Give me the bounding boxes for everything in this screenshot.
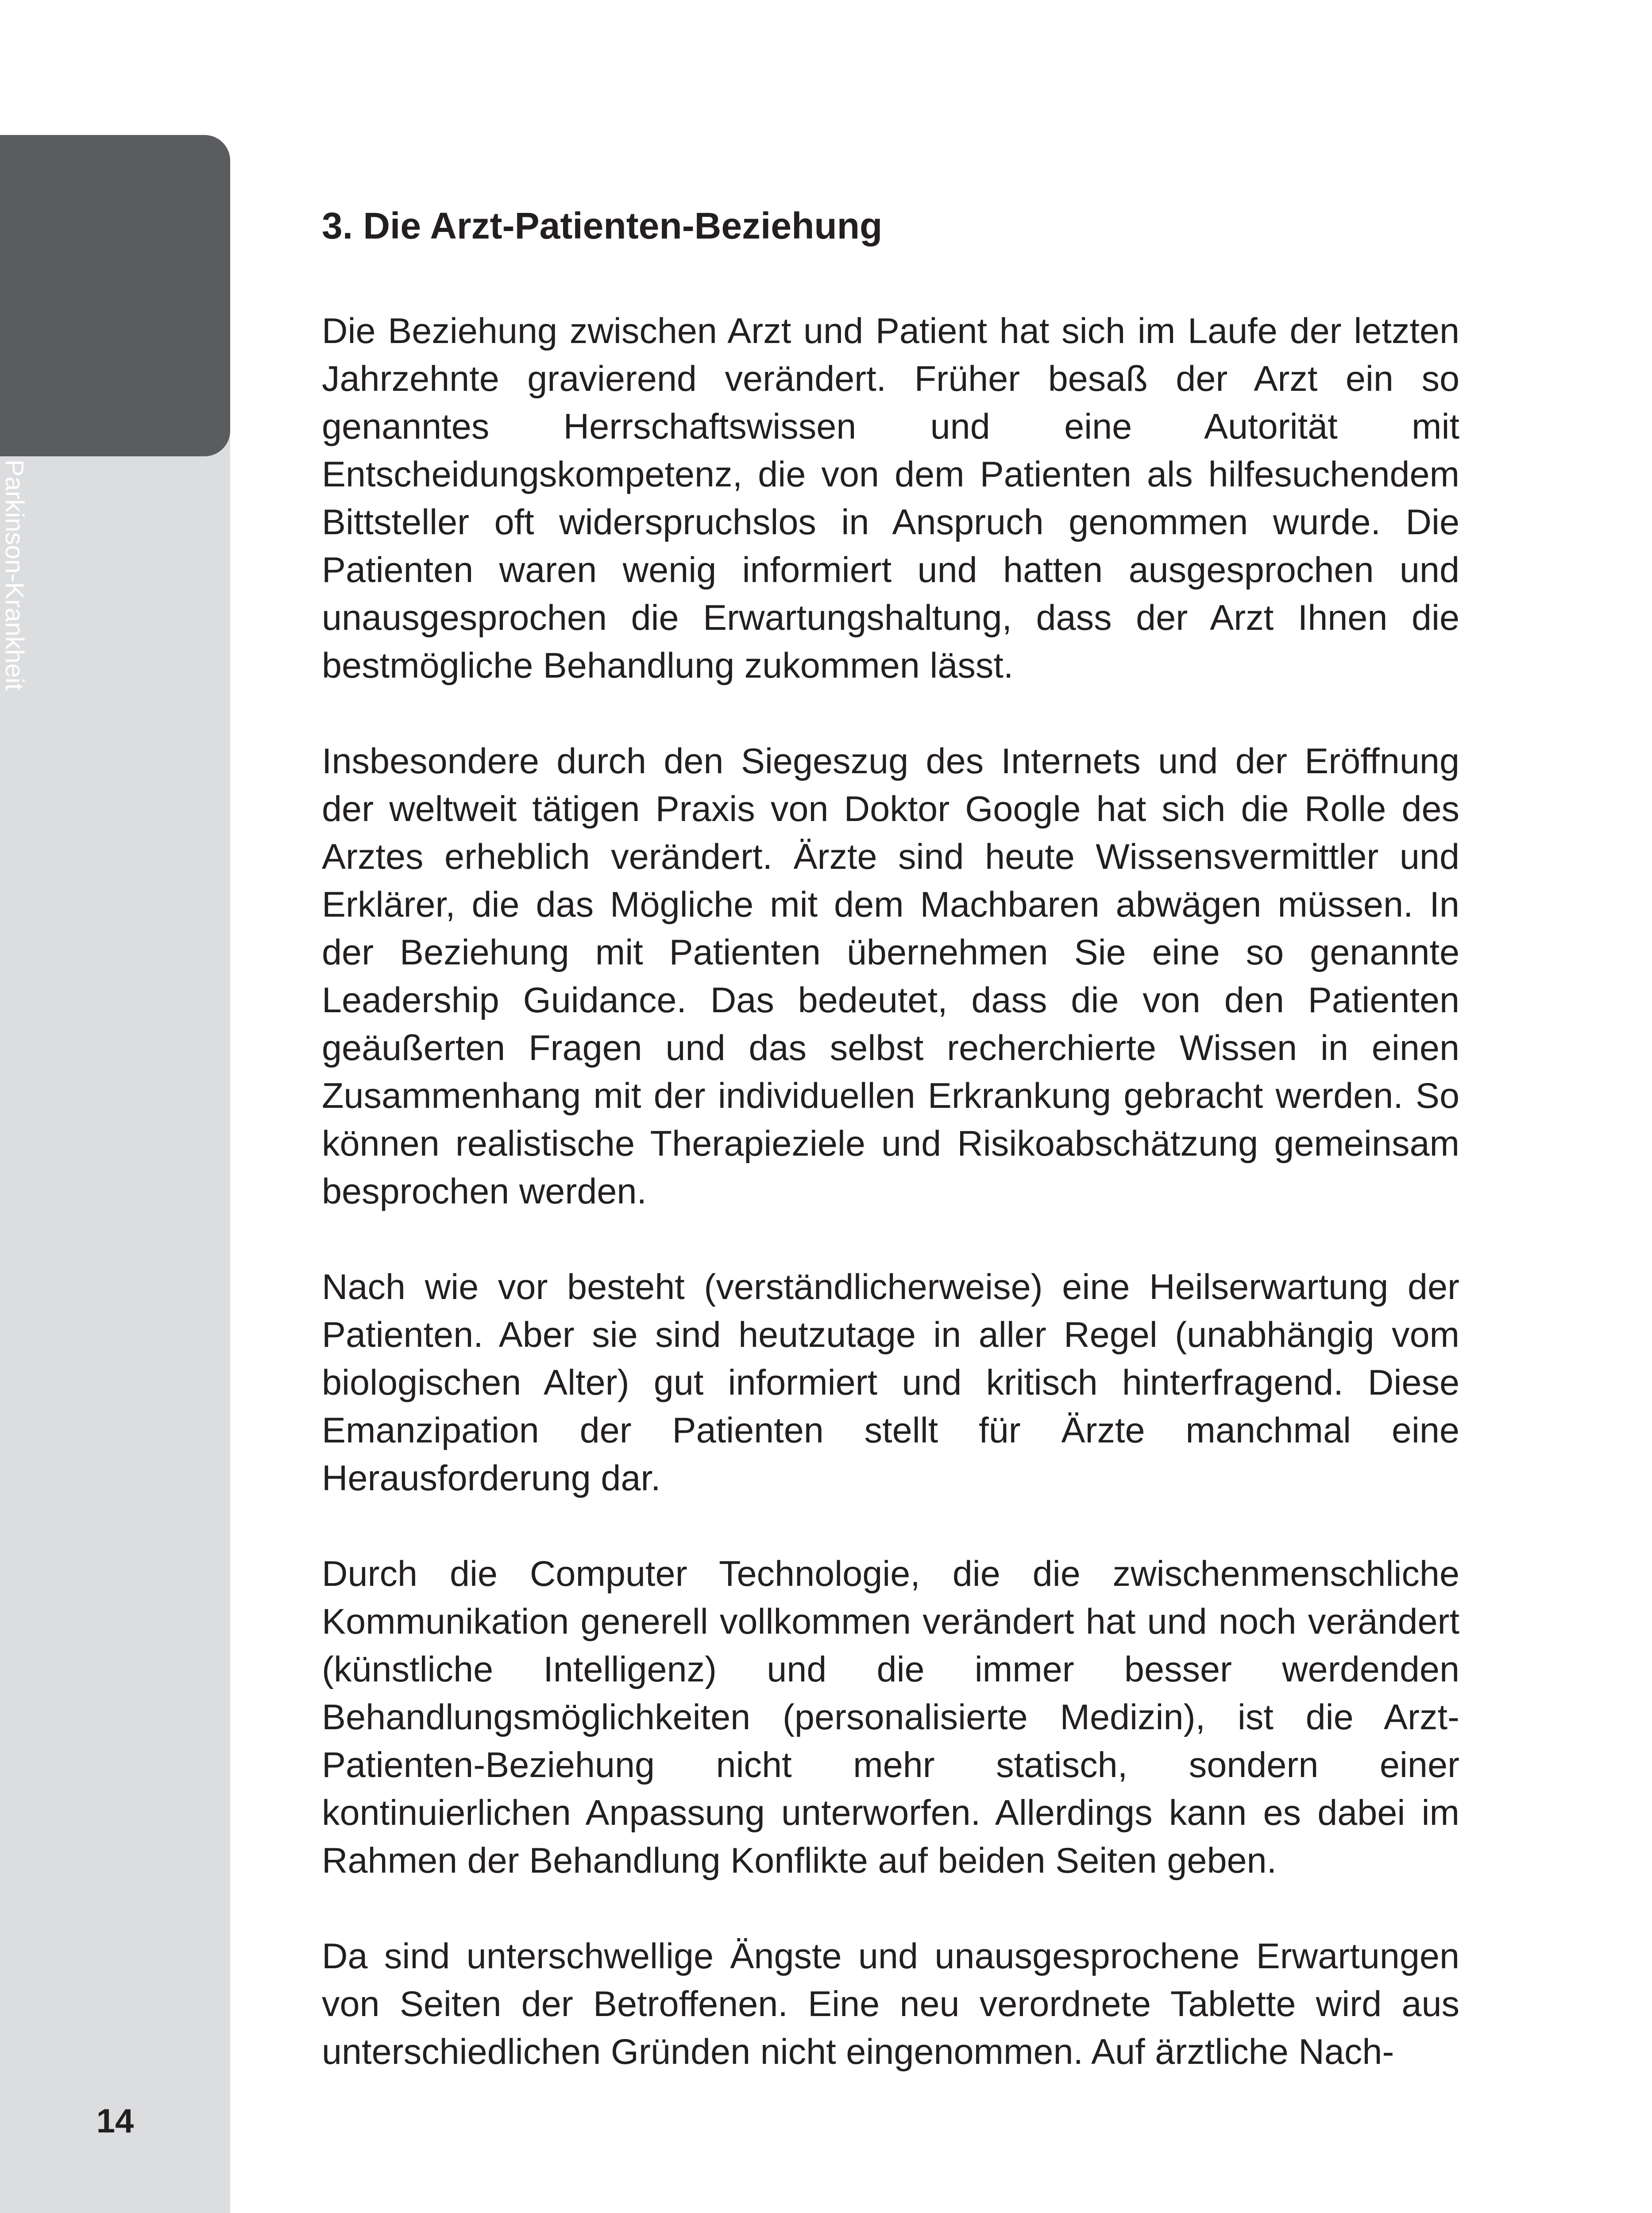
main-content	[322, 199, 1459, 2076]
paragraph: Insbesondere durch den Siegeszug des Internets und der Eröffnung der weltweit tätigen Praxis von Doktor Google hat sich die Rolle des Arztes erheblich verändert. Ärzte sind heute Wissensvermittler und Erklärer, die das Mögliche mit dem Machbaren abwägen müssen. In der Beziehung mit Patienten übernehmen Sie eine so genannte Leadership Guidance. Das bedeutet, dass die von den Patienten geäußerten Fragen und das selbst recherchierte Wissen in einen Zusammenhang mit der individuellen Erkrankung gebracht werden. So können realistische Therapieziele und Risikoabschätzung gemeinsam besprochen werden.	[322, 741, 1459, 1211]
paragraph: Durch die Computer Technologie, die die zwischenmenschliche Kommunikation generell vollkommen verändert hat und noch verändert (künstliche Intelligenz) und die immer besser werdenden Behandlungsmöglichkeiten (personalisierte Medizin), ist die Arzt-Patienten-Beziehung nicht mehr statisch, sondern einer kontinuierlichen Anpassung unterworfen. Allerdings kann es dabei im Rahmen der Behandlung Konflikte auf beiden Seiten geben.	[322, 1554, 1459, 1881]
chapter-tab-text	[0, 459, 32, 805]
paragraph: Die Beziehung zwischen Arzt und Patient hat sich im Laufe der letzten Jahrzehnte gravierend verändert. Früher besaß der Arzt ein so genanntes Herrschaftswissen und eine Autorität mit Entscheidungskompetenz, die von dem Patienten als hilfesuchendem Bittsteller oft widerspruchslos in Anspruch genommen wurde. Die Patienten waren wenig informiert und hatten ausgesprochen und unausgesprochen die Erwartungshaltung, dass der Arzt Ihnen die bestmögliche Behandlung zukommen lässt.	[322, 311, 1459, 686]
chapter-tab	[0, 135, 230, 456]
section-title: 3. Die Arzt-Patienten-Beziehung	[322, 205, 883, 247]
paragraph: Da sind unterschwellige Ängste und unausgesprochene Erwartungen von Seiten der Betroffenen. Eine neu verordnete Tablette wird aus unterschiedlichen Gründen nicht eingenommen. Auf ärztliche Nach-	[322, 1936, 1459, 2072]
paragraph: Nach wie vor besteht (verständlicherweise) eine Heilserwartung der Patienten. Aber sie sind heutzutage in aller Regel (unabhängig vom biologischen Alter) gut informiert und kritisch hinterfragend. Diese Emanzipation der Patienten stellt für Ärzte manchmal eine Herausforderung dar.	[322, 1267, 1459, 1498]
page-number: 14	[96, 2102, 134, 2140]
chapter-subtitle: Parkinson-Krankheit	[0, 459, 29, 691]
